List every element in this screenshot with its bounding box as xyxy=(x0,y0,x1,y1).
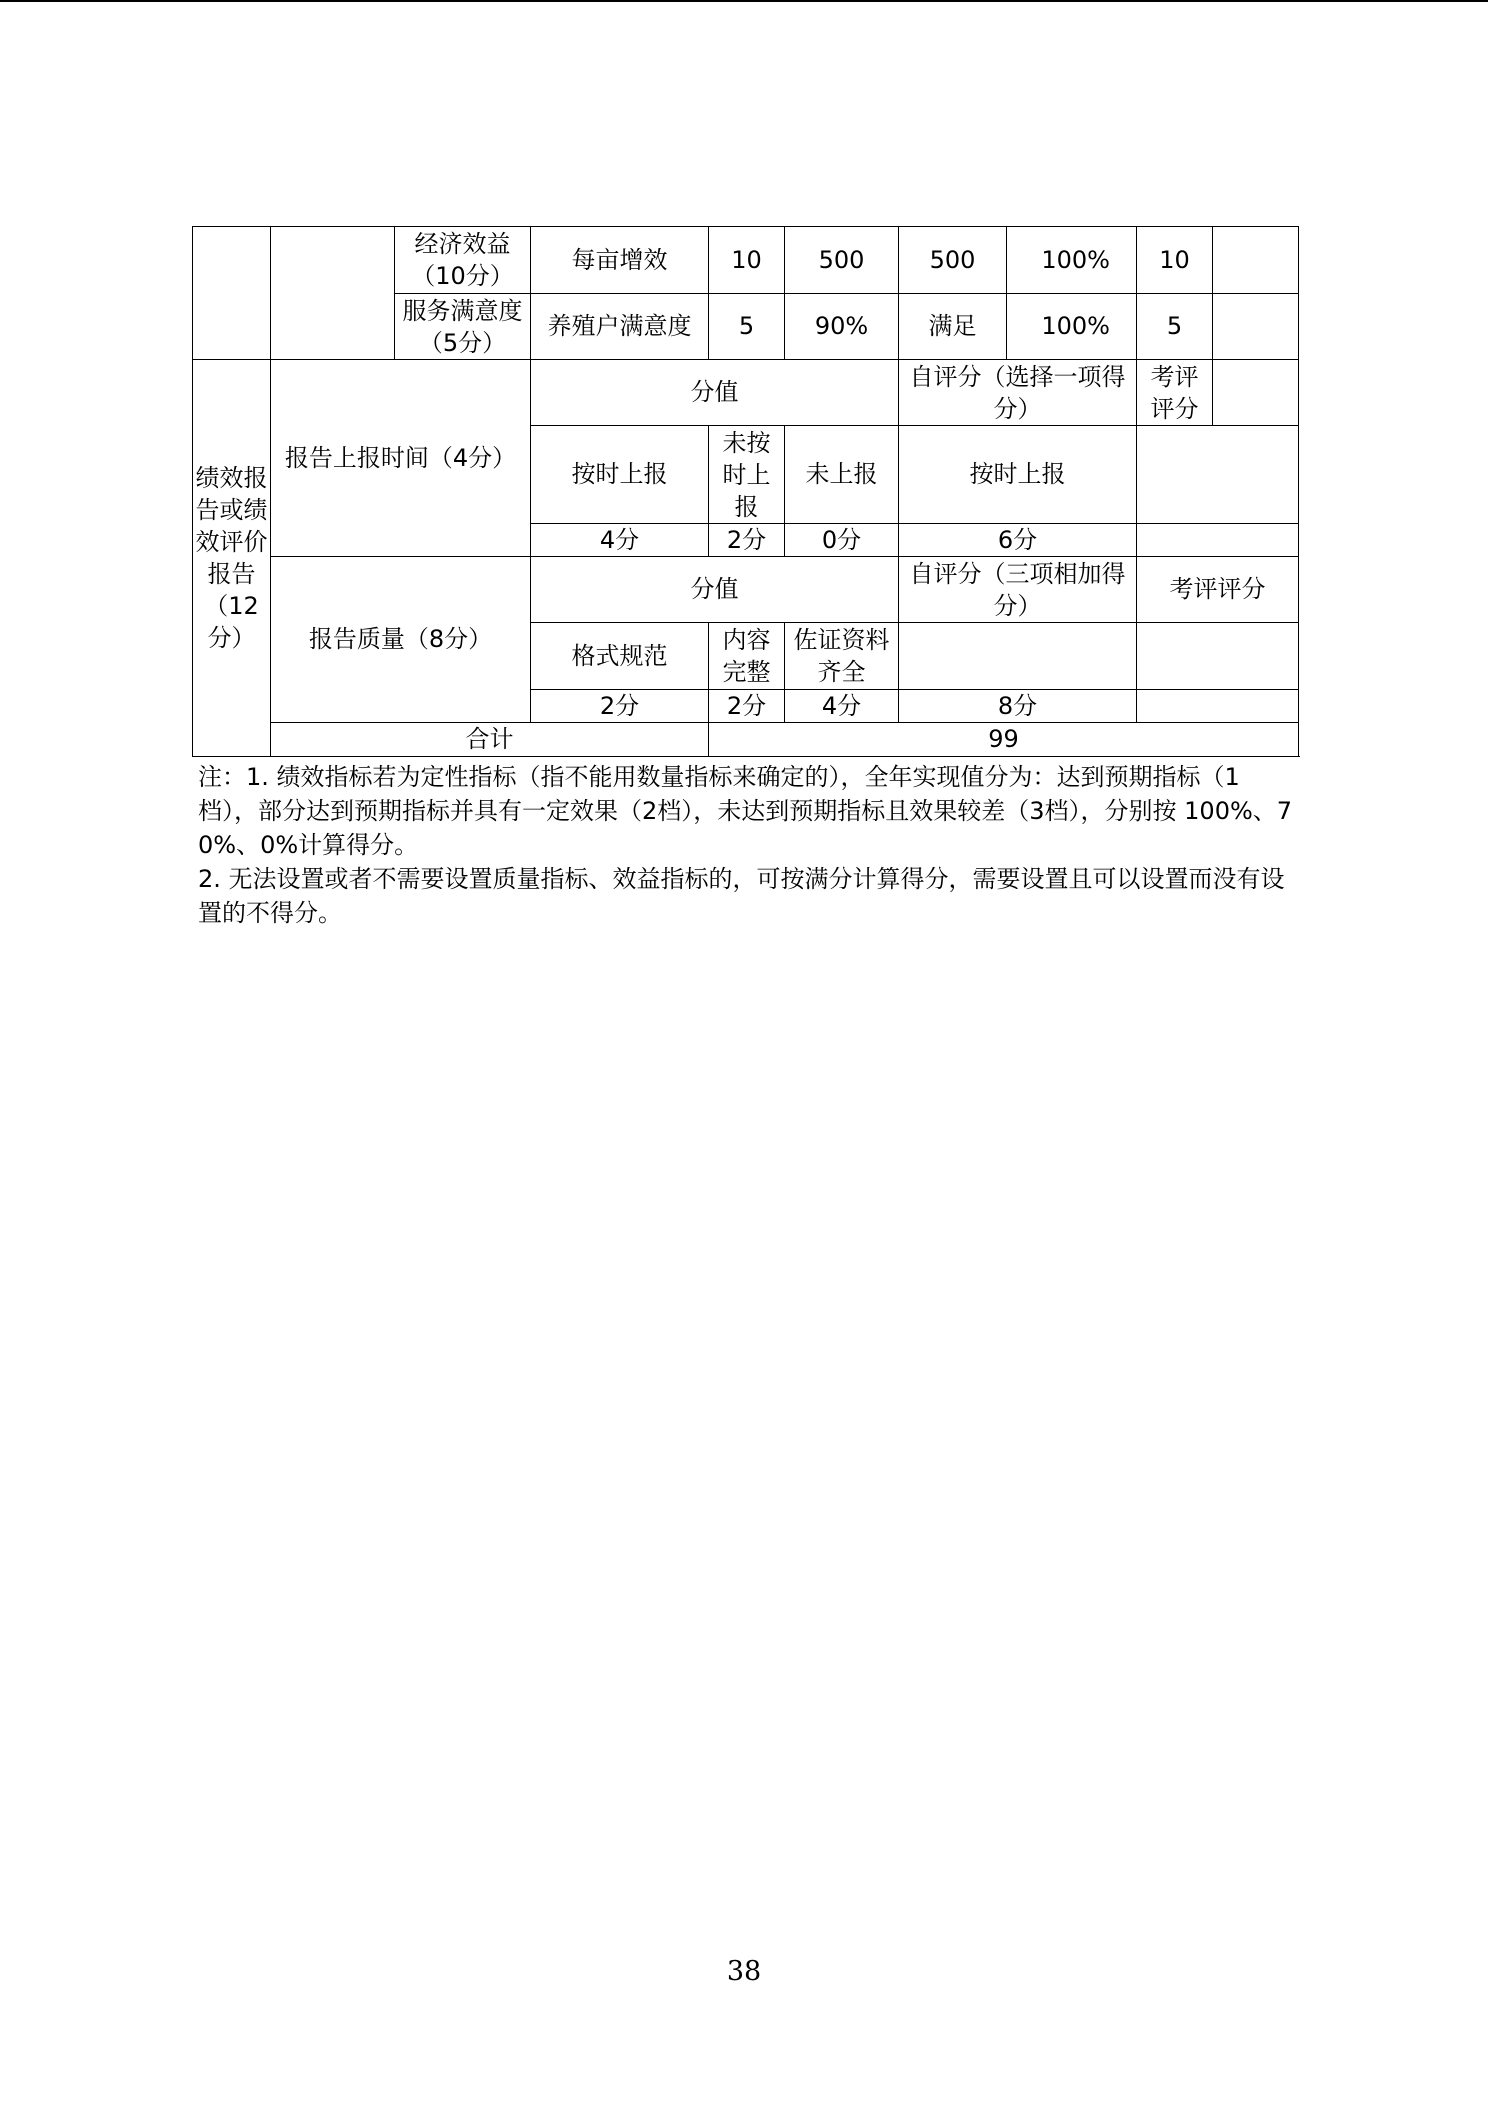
report-section-label: 绩效报告或绩效评价报告（12分） xyxy=(193,360,271,757)
points-content: 2分 xyxy=(709,690,785,723)
self-score-header: 自评分（选择一项得分） xyxy=(899,360,1137,426)
actual-value: 500 xyxy=(899,227,1007,294)
report-quality-label: 报告质量（8分） xyxy=(271,557,531,723)
blank-cell xyxy=(1213,360,1299,426)
table-notes xyxy=(198,760,1298,930)
option-evidence: 佐证资料齐全 xyxy=(785,623,899,690)
table-row xyxy=(193,723,1299,757)
points-late: 2分 xyxy=(709,524,785,557)
weight-value: 5 xyxy=(709,294,785,360)
points-on-time: 4分 xyxy=(531,524,709,557)
weight-value: 10 xyxy=(709,227,785,294)
total-label: 合计 xyxy=(271,723,709,757)
option-content: 内容完整 xyxy=(709,623,785,690)
target-value: 90% xyxy=(785,294,899,360)
table-row xyxy=(193,557,1299,623)
review-score-cell xyxy=(1137,426,1299,524)
table-row xyxy=(193,227,1299,294)
self-score-value: 8分 xyxy=(899,690,1137,723)
note-cell xyxy=(1213,227,1299,294)
evaluation-table xyxy=(192,226,1299,757)
evaluation-table-wrapper xyxy=(192,226,1298,760)
indicator-category: 服务满意度（5分） xyxy=(395,294,531,360)
completion-rate: 100% xyxy=(1007,294,1137,360)
indicator-name: 养殖户满意度 xyxy=(531,294,709,360)
table-row xyxy=(193,360,1299,426)
score-value: 5 xyxy=(1137,294,1213,360)
indicator-category: 经济效益（10分） xyxy=(395,227,531,294)
review-score-header: 考评评分 xyxy=(1137,557,1299,623)
self-score-cell xyxy=(899,623,1137,690)
option-format: 格式规范 xyxy=(531,623,709,690)
indicator-name: 每亩增效 xyxy=(531,227,709,294)
completion-rate: 100% xyxy=(1007,227,1137,294)
actual-value: 满足 xyxy=(899,294,1007,360)
note-cell xyxy=(1213,294,1299,360)
self-score-value: 6分 xyxy=(899,524,1137,557)
review-score-cell xyxy=(1137,524,1299,557)
score-value: 10 xyxy=(1137,227,1213,294)
value-header: 分值 xyxy=(531,360,899,426)
self-score-choice: 按时上报 xyxy=(899,426,1137,524)
points-not-reported: 0分 xyxy=(785,524,899,557)
review-score-cell xyxy=(1137,623,1299,690)
points-format: 2分 xyxy=(531,690,709,723)
option-late: 未按时上报 xyxy=(709,426,785,524)
self-score-header: 自评分（三项相加得分） xyxy=(899,557,1137,623)
page-top-border xyxy=(0,0,1488,2)
total-value: 99 xyxy=(709,723,1299,757)
report-timing-label: 报告上报时间（4分） xyxy=(271,360,531,557)
option-not-reported: 未上报 xyxy=(785,426,899,524)
points-evidence: 4分 xyxy=(785,690,899,723)
target-value: 500 xyxy=(785,227,899,294)
blank-cell xyxy=(271,227,395,360)
note-2: 2. 无法设置或者不需要设置质量指标、效益指标的，可按满分计算得分，需要设置且可以设置而没有设置的不得分。 xyxy=(198,865,1285,927)
review-score-cell xyxy=(1137,690,1299,723)
option-on-time: 按时上报 xyxy=(531,426,709,524)
note-1: 注：1. 绩效指标若为定性指标（指不能用数量指标来确定的），全年实现值分为：达到预期指标（1档），部分达到预期指标并具有一定效果（2档），未达到预期指标且效果较差（3档），分别按 100%、70%、0%计算得分。 xyxy=(198,763,1293,859)
review-score-header: 考评评分 xyxy=(1137,360,1213,426)
page-number: 38 xyxy=(726,1956,762,1987)
blank-cell xyxy=(193,227,271,360)
value-header: 分值 xyxy=(531,557,899,623)
